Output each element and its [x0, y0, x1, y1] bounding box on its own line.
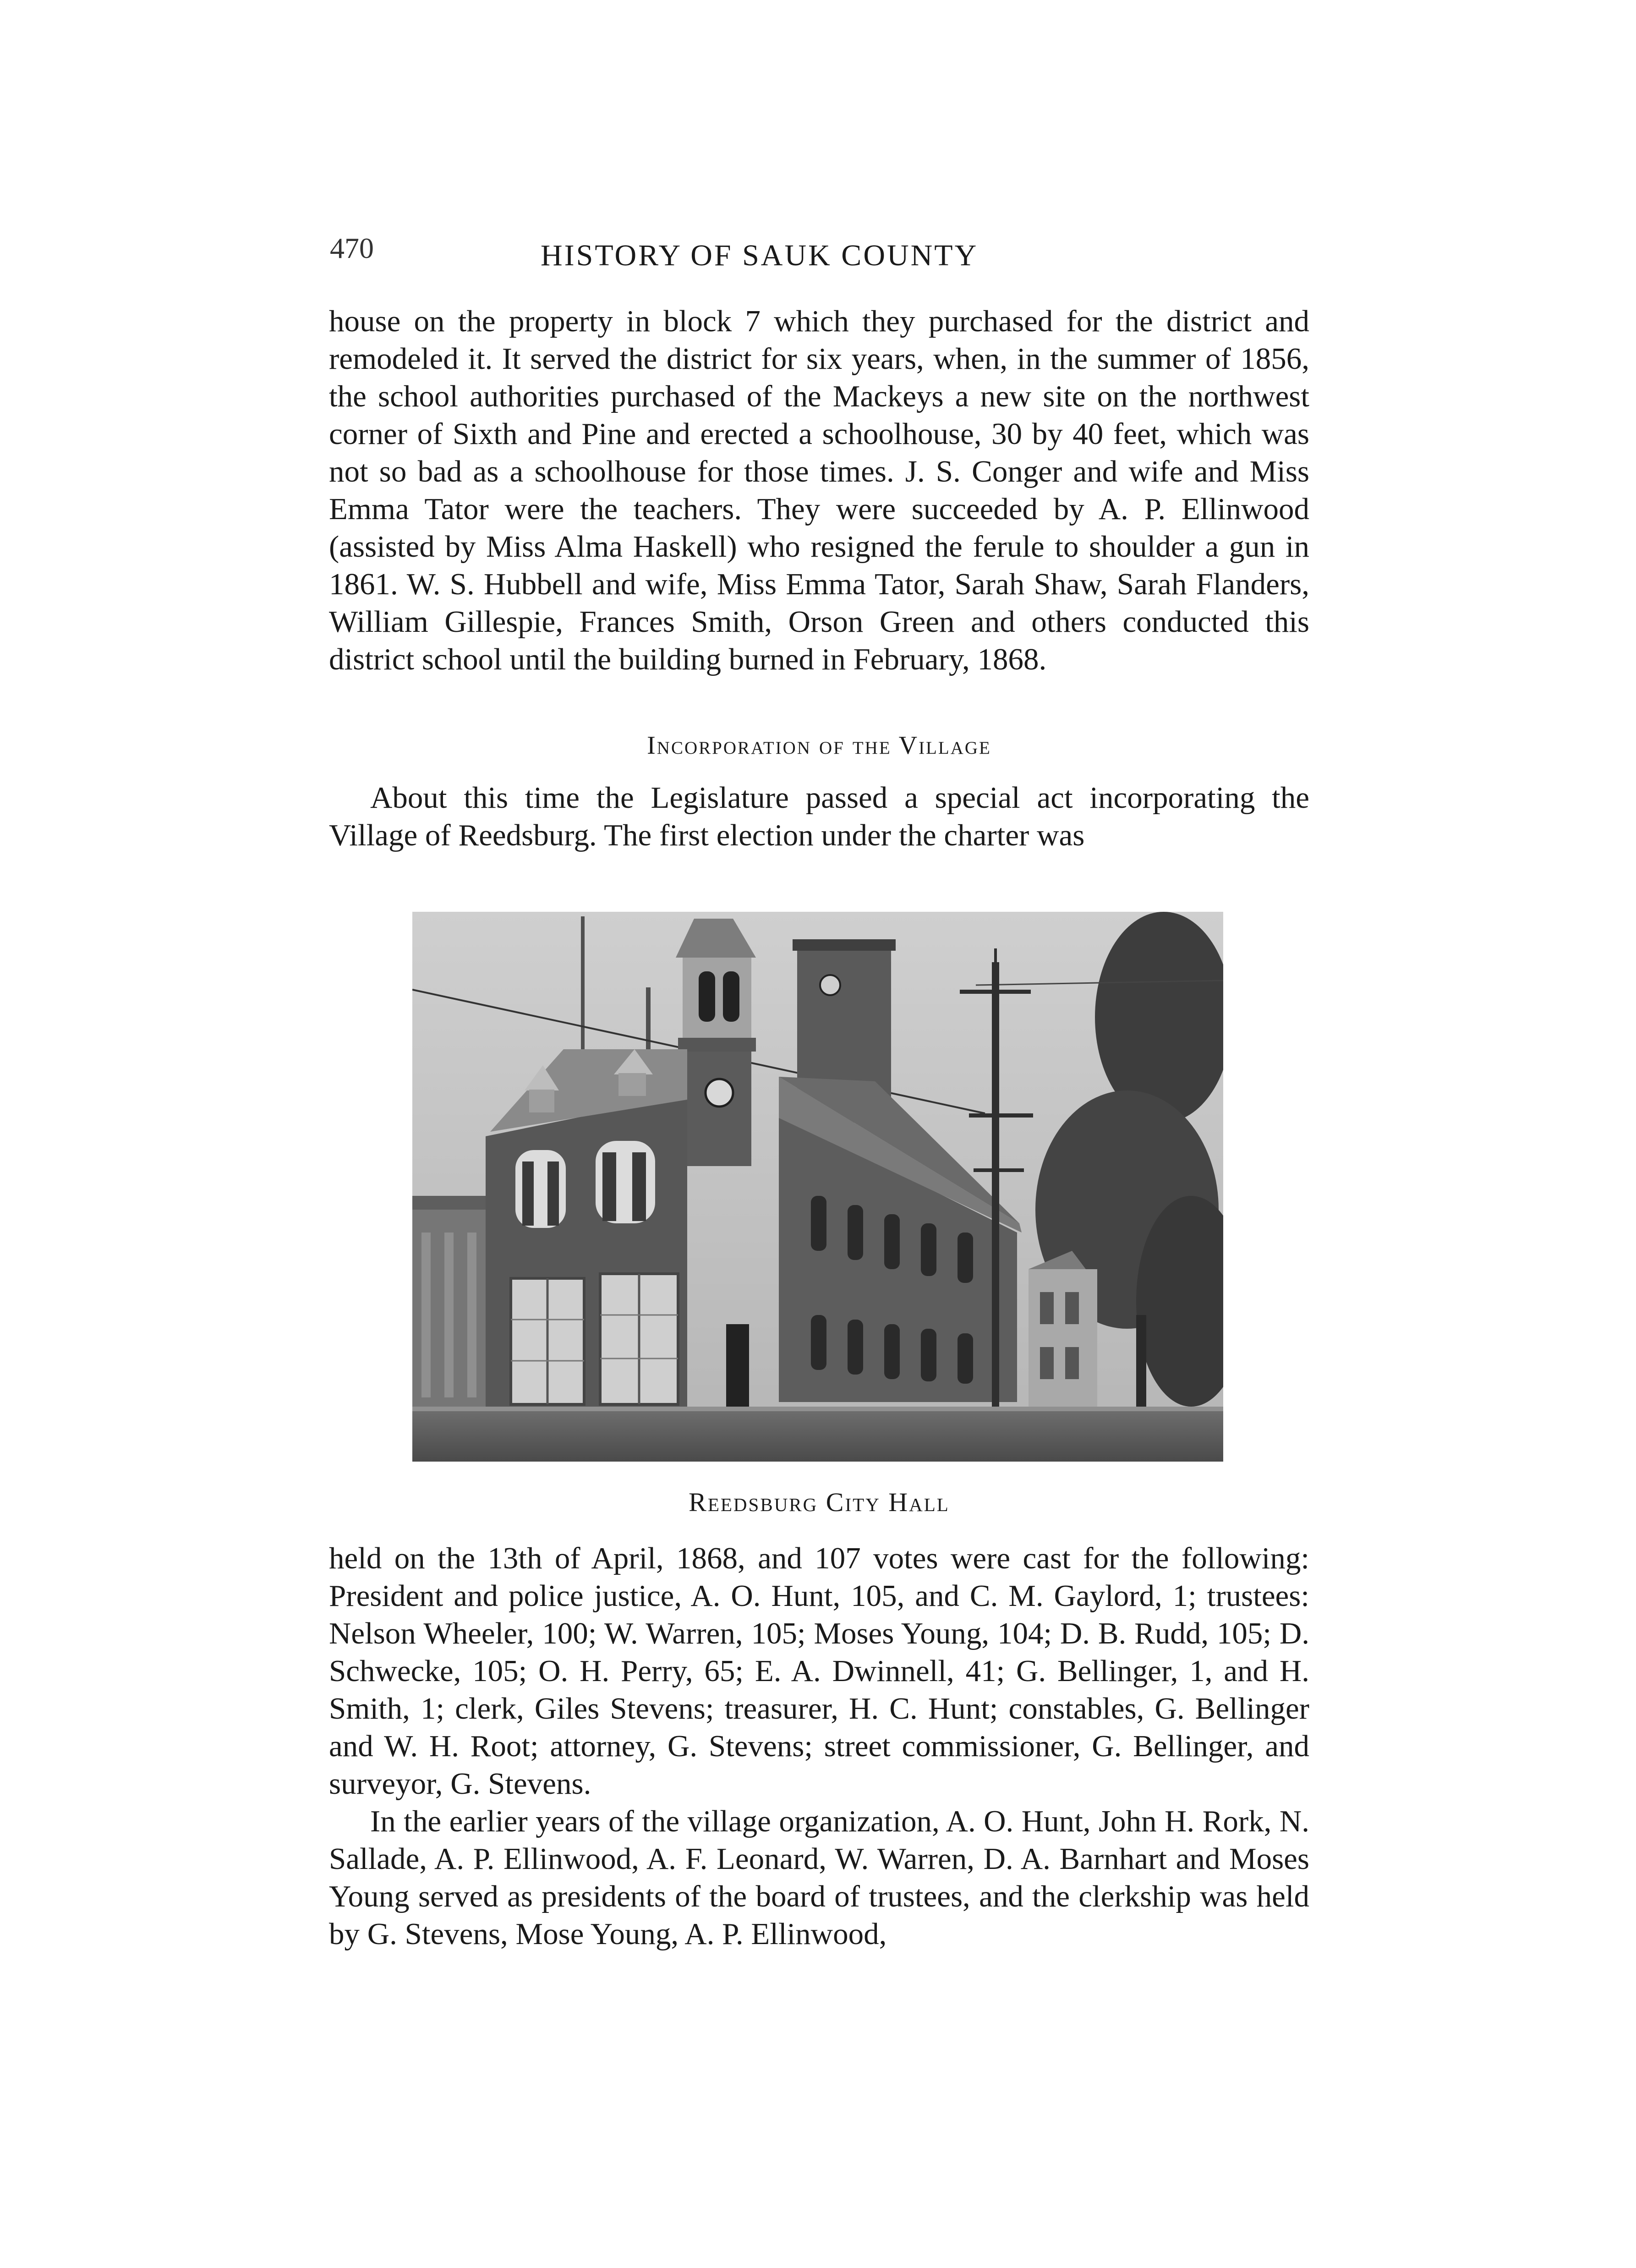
section-heading: Incorporation of the Village	[647, 731, 991, 760]
text-block-middle	[329, 779, 1309, 854]
photo-caption: Reedsburg City Hall	[689, 1487, 950, 1517]
photo-illustration	[412, 912, 1223, 1462]
paragraph: held on the 13th of April, 1868, and 107 votes were cast for the following: President and police justice, A. O. Hunt, 105, and C. M. Gaylord, 1; trustees: Nelson Wheeler, 100; W. Warren, 105; Moses Young, 104; D. B. Rudd, 105; D. Schwecke, 105; O. H. Perry, 65; E. A. Dwinnell, 41; G. Bellinger, 1, and H. Smith, 1; clerk, Giles Stevens; treasurer, H. C. Hunt; constables, G. Bellinger and W. H. Root; attorney, G. Stevens; street commissioner, G. Bellinger, and surveyor, G. Stevens.	[329, 1541, 1309, 1801]
bell-tower	[676, 919, 756, 1166]
city-hall-photo	[412, 912, 1223, 1462]
text-block-top	[329, 302, 1309, 678]
paragraph: house on the property in block 7 which they purchased for the district and remodeled it. It served the district for six years, when, in the summer of 1856, the school authorities purchased of the Mackeys a new site on the northwest corner of Sixth and Pine and erected a schoolhouse, 30 by 40 feet, which was not so bad as a schoolhouse for those times. J. S. Conger and wife and Miss Emma Tator were the teachers. They were succeeded by A. P. Ellinwood (assisted by Miss Alma Haskell) who resigned the ferule to shoulder a gun in 1861. W. S. Hubbell and wife, Miss Emma Tator, Sarah Shaw, Sarah Flanders, William Gillespie, Frances Smith, Orson Green and others conducted this district school until the building burned in February, 1868.	[329, 304, 1309, 676]
paragraph: About this time the Legislature passed a special act incorporating the Village of Reedsburg. The first election under the charter was	[329, 781, 1309, 852]
right-house	[1029, 1251, 1097, 1407]
running-title: HISTORY OF SAUK COUNTY	[541, 239, 979, 272]
main-facade	[486, 1049, 687, 1407]
page-number: 470	[330, 232, 374, 264]
text-block-bottom	[329, 1539, 1309, 1953]
paragraph: In the earlier years of the village organization, A. O. Hunt, John H. Rork, N. Sallade, A. P. Ellinwood, A. F. Leonard, W. Warren, D. A. Barnhart and Moses Young served as presidents of the board of trustees, and the clerkship was held by G. Stevens, Mose Young, A. P. Ellinwood,	[329, 1804, 1309, 1951]
